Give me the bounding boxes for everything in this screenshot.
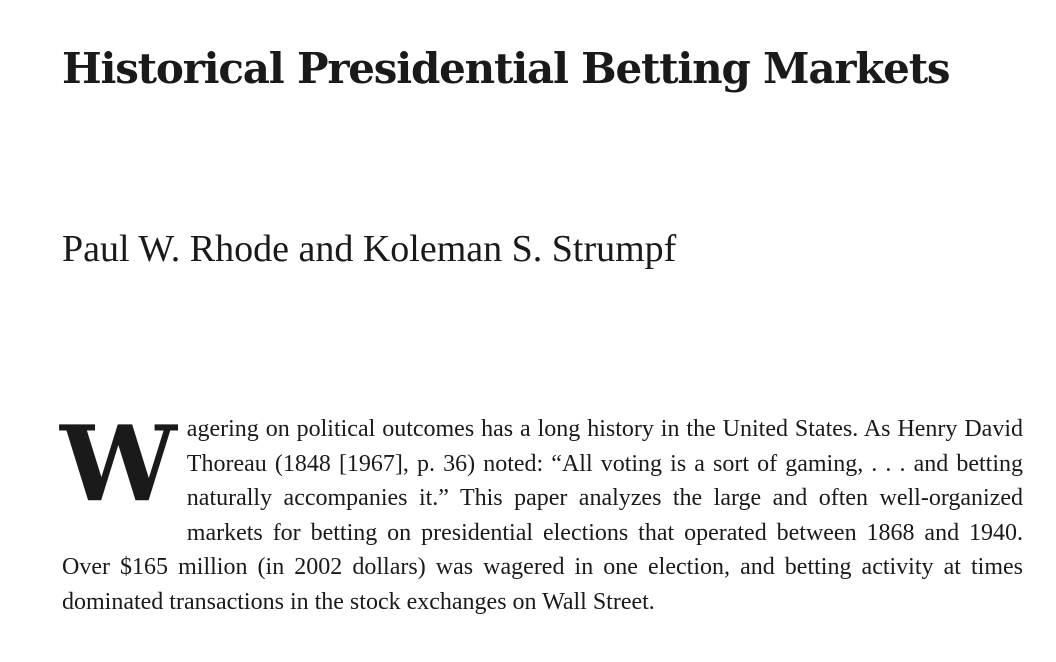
opening-paragraph-text: agering on political outcomes has a long history in the United States. As Henry David Thoreau (1848 [1967], p. 36) noted: “All voting is a sort of gaming, . . . and betting naturally accompanies it.” This paper analyzes the large and often well-organized markets for betting on presidential elections that operated between 1868 and 1940. Over $165 million (in 2002 dollars) was wagered in one election, and betting activity at times dominated transactions in the stock exchanges on Wall Street. (62, 416, 1023, 615)
article-authors: Paul W. Rhode and Koleman S. Strumpf (62, 228, 677, 270)
article-title: Historical Presidential Betting Markets (62, 44, 950, 93)
drop-cap-letter: W (60, 402, 177, 525)
opening-paragraph (60, 402, 1023, 619)
